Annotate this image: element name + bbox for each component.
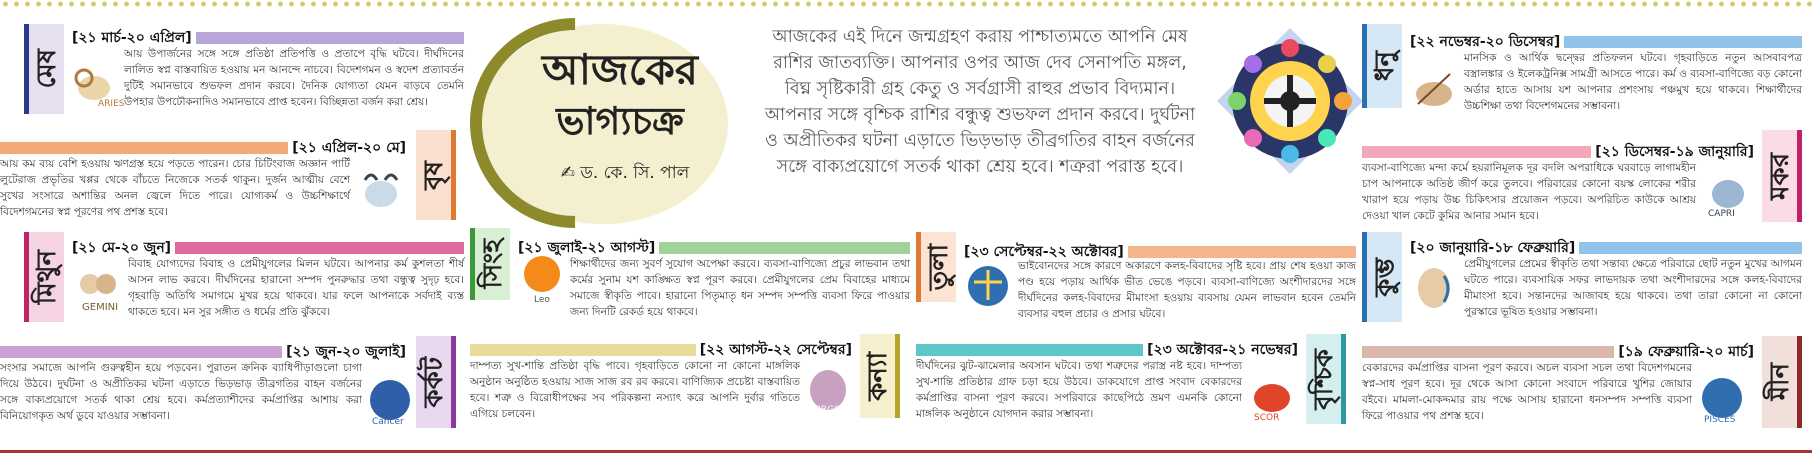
svg-text:PISCES: PISCES: [1704, 415, 1736, 425]
sign-name: বৃশ্চিক: [1308, 348, 1339, 410]
archer-icon: [1408, 64, 1460, 116]
sign-date: [২৩ সেপ্টেম্বর-২২ অক্টোবর]: [960, 240, 1128, 264]
sign-text: ব্যবসা-বাণিজ্যে মন্দা কর্মে হয়রানিমূলক দূর বদলি অপরাধিকে ঘরবাড়ে লাগামহীন চাপ আপনাকে অতিষ্ঠ জীর্ণ করে তুলবে। পরিবারের কোনো বয়স্ক লোকের শরীর খারাপ হয়ে পড়ায় উচ্চ চিকিৎসার প্রয়োজন পড়বে। অপরিচিত কাউকে আশ্রয় দেওয়া খাল কেটে কুমির আনার সমান হবে।: [1362, 162, 1696, 222]
sign-tab: [416, 336, 456, 428]
scales-icon: [962, 260, 1014, 312]
sign-date: [২১ জুন-২০ জুলাই]: [282, 340, 410, 364]
sign-text: ভাইবোনদের সঙ্গে কারণে অকারণে কলহ-বিবাদের সৃষ্টি হবে। প্রায় শেষ হওয়া কাজ পণ্ড হয়ে পড়ায় আর্থিক ভীত ভেঙে পড়বে। ব্যবসা-বাণিজ্যে অংশীদারদের সঙ্গে দীর্ঘদিনের কলহ-বিবাদের মীমাংসা হওয়ায় ব্যবসায় যেমন লাভবান হবেন তেমনি ব্যবসার বহুল প্রচার ও প্রসার ঘটবে।: [1018, 260, 1356, 320]
sign-text: মানসিক ও আর্থিক দ্বন্দ্বের প্রতিফলন ঘটবে। গৃহবাড়িতে নতুন আসবাবপত্র বস্ত্রালঙ্কার ও ইলেকট্রনিক্স সামগ্রী আসতে পারে। কর্ম ও ব্যবসা-বাণিজ্যে বড় কোনো অর্ডার হাতে আসায় যশ আপনার প্রশংসায় পঞ্চমুখ হয়ে থাকবে। শিক্ষার্থীদের উচ্চশিক্ষা তথা বিদেশগমনের সম্ভাবনা।: [1464, 52, 1802, 112]
twins-icon: [72, 262, 124, 314]
sign-date: [১৯ ফেব্রুয়ারি-২০ মার্চ]: [1614, 340, 1758, 364]
sign-tab: [1362, 232, 1402, 322]
sign-card-tula: [916, 232, 1356, 332]
svg-text:ARIES: ARIES: [98, 99, 125, 109]
svg-text:Leo: Leo: [534, 295, 550, 305]
sign-tab: [1762, 130, 1802, 222]
sign-date: [২১ এপ্রিল-২০ মে]: [288, 136, 410, 160]
sign-date: [২১ জুলাই-২১ আগস্ট]: [514, 236, 659, 260]
sign-card-brish: [0, 130, 464, 230]
sign-card-singha: [470, 228, 910, 328]
page-title: আজকের ভাগ্যচক্র: [542, 45, 698, 143]
sign-text: বিবাহ যোগ্যদের বিবাহ ও প্রেমীযুগলের মিলন ঘটবে। আপনার কর্ম কুশলতা শীর্ষ আসন লাভ করবে। দীর্ঘদিনের হারানো সম্পদ পুনরুদ্ধার তথা বন্ধুত্ব সুদৃঢ় হবে। গৃহবাড়ি অতিথি সমাগমে মুখর হয়ে থাকবে। যার ফলে আপনাকে সর্বদাই ব্যস্ত থাকতে হবে। মন সুর সঙ্গীত ও ধর্মের প্রতি ঝুঁকবে।: [128, 258, 464, 318]
lion-icon: [516, 252, 568, 304]
svg-text:VIRGO: VIRGO: [812, 405, 842, 415]
svg-text:Cancer: Cancer: [372, 417, 404, 427]
sign-tab: [1362, 24, 1402, 108]
sign-date: [২১ মে-২০ জুন]: [68, 236, 175, 260]
sign-tab: [470, 228, 510, 300]
sign-text: আয় কম ব্যয় বেশি হওয়ায় ঋণগ্রস্ত হয়ে পড়তে পারেন। চোর চিটিংবাজ অজ্ঞান পার্টি লুটেরাজ প্রভৃতির খপ্পর থেকে বাঁচতে নিজেকে সতর্ক থাকুন। দুর্জন আত্মীয় বেশে সুখের সংসারে অশান্তির অনল জ্বেলে দিতে পারে। যোগ্যকর্ম ও উচ্চশিক্ষার্থে বিদেশগমনের স্বপ্ন পূরণের পথ প্রশস্ত হবে।: [0, 158, 350, 218]
sign-card-mithun: [24, 232, 464, 332]
sign-date: [২৩ অক্টোবর-২১ নভেম্বর]: [1143, 338, 1302, 362]
crab-icon: [364, 374, 416, 426]
sign-card-kanya: [470, 334, 910, 442]
sign-name: তুলা: [923, 243, 954, 291]
sign-card-makar: [1362, 130, 1812, 230]
ram-icon: [68, 58, 125, 110]
sign-name: মিথুন: [31, 249, 62, 305]
svg-text:CAPRI: CAPRI: [1708, 209, 1735, 219]
sign-date: [২২ আগস্ট-২২ সেপ্টেম্বর]: [696, 338, 856, 362]
sign-card-karkat: [0, 336, 464, 444]
sign-tab: [24, 24, 64, 114]
virgo-icon: [802, 364, 854, 416]
sign-tab: [416, 130, 456, 220]
sign-card-dhanu: [1362, 24, 1812, 124]
sign-name: কর্কট: [418, 356, 449, 408]
scorpion-icon: [1246, 370, 1298, 422]
zodiac-wheel-icon: [1215, 26, 1365, 176]
sign-card-kumbha: [1362, 232, 1812, 332]
svg-text:SCOR: SCOR: [1254, 413, 1280, 423]
sign-name: মীন: [1764, 363, 1795, 401]
sign-date: [২০ জানুয়ারি-১৮ ফেব্রুয়ারি]: [1406, 236, 1579, 260]
sign-card-brishchik: [916, 334, 1356, 442]
sign-tab: [24, 232, 64, 322]
intro-text: আজকের এই দিনে জন্মগ্রহণ করায় পাশ্চাত্যমতে আপনি মেষ রাশির জাতব্যক্তি। আপনার ওপর আজ দেব সেনাপতি মঙ্গল, বিঘ্ন সৃষ্টিকারী গ্রহ কেতু ও সর্বগ্রাসী রাহুর প্রভাব বিদ্যমান। আপনার সঙ্গে বৃশ্চিক রাশির বন্ধুত্ব শুভফল প্রদান করবে। দুর্ঘটনা ও অপ্রীতিকর ঘটনা এড়াতে ভিড়ভাড় তীব্রগতির বাহন বর্জনের সঙ্গে বাক্যপ্রয়োগে সতর্ক থাকা শ্রেয় হবে। শত্রুরা পরাস্ত হবে।: [764, 27, 1196, 177]
sign-card-mesh: [24, 24, 464, 124]
sign-text: আয় উপার্জনের সঙ্গে সঙ্গে প্রতিষ্ঠা প্রতিপত্তি ও প্রতাপে বৃদ্ধি ঘটবে। দীর্ঘদিনের লালিত স্বপ্ন বাস্তবায়িত হওয়ায় মন আনন্দে নাচবে। বিদেশগমন ও স্বদেশ প্রত্যাবর্তন দুটিই সমানভাবে শুভফল প্রদান করবে। দৈনিক যোগ্যতা যেমন বাড়বে তেমনি উপহার উপঢৌকনাদিও সমানভাবে প্রাপ্ত হবেন। বিচ্ছিন্নতা বর্জন করা শ্রেয়।: [124, 48, 464, 108]
fish-icon: [1696, 372, 1748, 424]
author: ✍ ড. কে. সি. পাল: [560, 163, 690, 183]
sign-name: মকর: [1764, 152, 1795, 200]
svg-text:GEMINI: GEMINI: [82, 302, 119, 313]
bull-icon: [355, 164, 407, 216]
sign-date: [২১ মার্চ-২০ এপ্রিল]: [68, 26, 196, 50]
sign-text: সংসার সমাজে আপনি গুরুত্বহীন হয়ে পড়বেন। পুরাতন ক্রনিক ব্যাধিপীড়াগুলো চাগা দিয়ে উঠবে। দুর্ঘটনা ও অপ্রীতিকর ঘটনা এড়াতে ভিড়ভাড় তীব্রগতির বাহন বর্জনের সঙ্গে বাক্যপ্রয়োগে সতর্ক থাকা শ্রেয় হবে। কর্মপ্রত্যাশীদের কর্মপ্রাপ্তির আশায় করা বিনিয়োগকৃত অর্থ ডুবে যাওয়ার সম্ভাবনা।: [0, 362, 362, 422]
sign-name: সিংহ: [477, 239, 508, 289]
sign-date: [২১ ডিসেম্বর-১৯ জানুয়ারি]: [1591, 140, 1758, 164]
sign-text: শিক্ষার্থীদের জন্য সুবর্ণ সুযোগ অপেক্ষা করবে। ব্যবসা-বাণিজ্যে প্রচুর লাভবান তথা কর্মের সুনাম যশ কাঙ্ক্ষিত স্বপ্ন পূরণ করবে। প্রেমীযুগলের প্রেম বিবাহের মাধ্যমে সমাজে স্বীকৃতি পাবে। হারানো পিতৃমাতৃ ধন সম্পদ সম্পত্তি ব্যবসা ফিরে পাওয়ার জন্য দিনটি রেকর্ড হয়ে থাকবে।: [570, 258, 910, 318]
sign-card-meen: [1362, 336, 1812, 444]
sign-tab: [860, 334, 900, 418]
top-dotted-border: [0, 0, 1812, 8]
sign-tab: [1306, 334, 1346, 424]
goat-icon: [1702, 166, 1754, 218]
sign-text: প্রেমীযুগলের প্রেমের স্বীকৃতি তথা সন্তাব্য ক্ষেত্রে পরিবারে ছোট নতুন মুখের আগমন ঘটতে পারে। ব্যবসায়িক সফর লাভদায়ক তথা অংশীদারদের সঙ্গে কলহ-বিবাদের মীমাংসা হবে। সন্তানদের আজাবহ হয়ে থাকবে। তথা তারা কোনো না কোনো পুরস্কারে ভূষিত হওয়ার সম্ভাবনা।: [1464, 258, 1802, 318]
sign-text: বেকারদের কর্মপ্রাপ্তির বাসনা পূরণ করবে। অচল ব্যবসা সচল তথা বিদেশগমনের স্বপ্ন-সাধ পূরণ হবে। দূর থেকে আসা কোনো সংবাদে পরিবারে খুশির জোয়ার বইবে। মামলা-মোকদ্দমার রায় পক্ষে আসায় হারানো ধনসম্পদ সম্পত্তি ব্যবসা ফিরে পাওয়ার পথ প্রশস্ত হবে।: [1362, 362, 1692, 422]
sign-tab: [1762, 336, 1802, 428]
sign-name: কন্যা: [862, 351, 893, 401]
sign-tab: [916, 232, 956, 302]
sign-name: মেষ: [31, 49, 62, 89]
water-bearer-icon: [1408, 262, 1460, 314]
sign-name: বৃষ: [418, 160, 449, 190]
sign-text: দাম্পত্য সুখ-শান্তি প্রতিষ্ঠা বৃদ্ধি পাবে। গৃহবাড়িতে কোনো না কোনো মাঙ্গলিক অনুষ্ঠান অনুষ্ঠিত হওয়ায় সাজ সাজ রব রব করবে। বাণিজ্যিক প্রচেষ্টা বাস্তবায়িত হবে। শত্রু ও বিরোধীপক্ষের সব পরিকল্পনা নস্যাৎ করে আপনি দুর্বার গতিতে এগিয়ে চলবেন।: [470, 360, 800, 420]
sign-date: [২২ নভেম্বর-২০ ডিসেম্বর]: [1406, 30, 1564, 54]
sign-name: ধনু: [1369, 50, 1400, 82]
sign-name: কুম্ভ: [1369, 257, 1400, 297]
sign-text: দীর্ঘদিনের ঝুট-ঝামেলার অবসান ঘটবে। তথা শত্রুদের পরাস্ত্র নষ্ট হবে। দাম্পত্য সুখ-শান্তি প্রতিষ্ঠার গ্রাফ চড়া হয়ে উঠবে। ডাকযোগে প্রাপ্ত সংবাদ বেকারদের কর্মপ্রাপ্তির বাসনা পূরণ করবে। সপরিবারে কাছেপিঠে ভ্রমণ এমনকি কোনো মাঙ্গলিক অনুষ্ঠানে যোগদান করার সম্ভাবনা।: [916, 360, 1242, 420]
